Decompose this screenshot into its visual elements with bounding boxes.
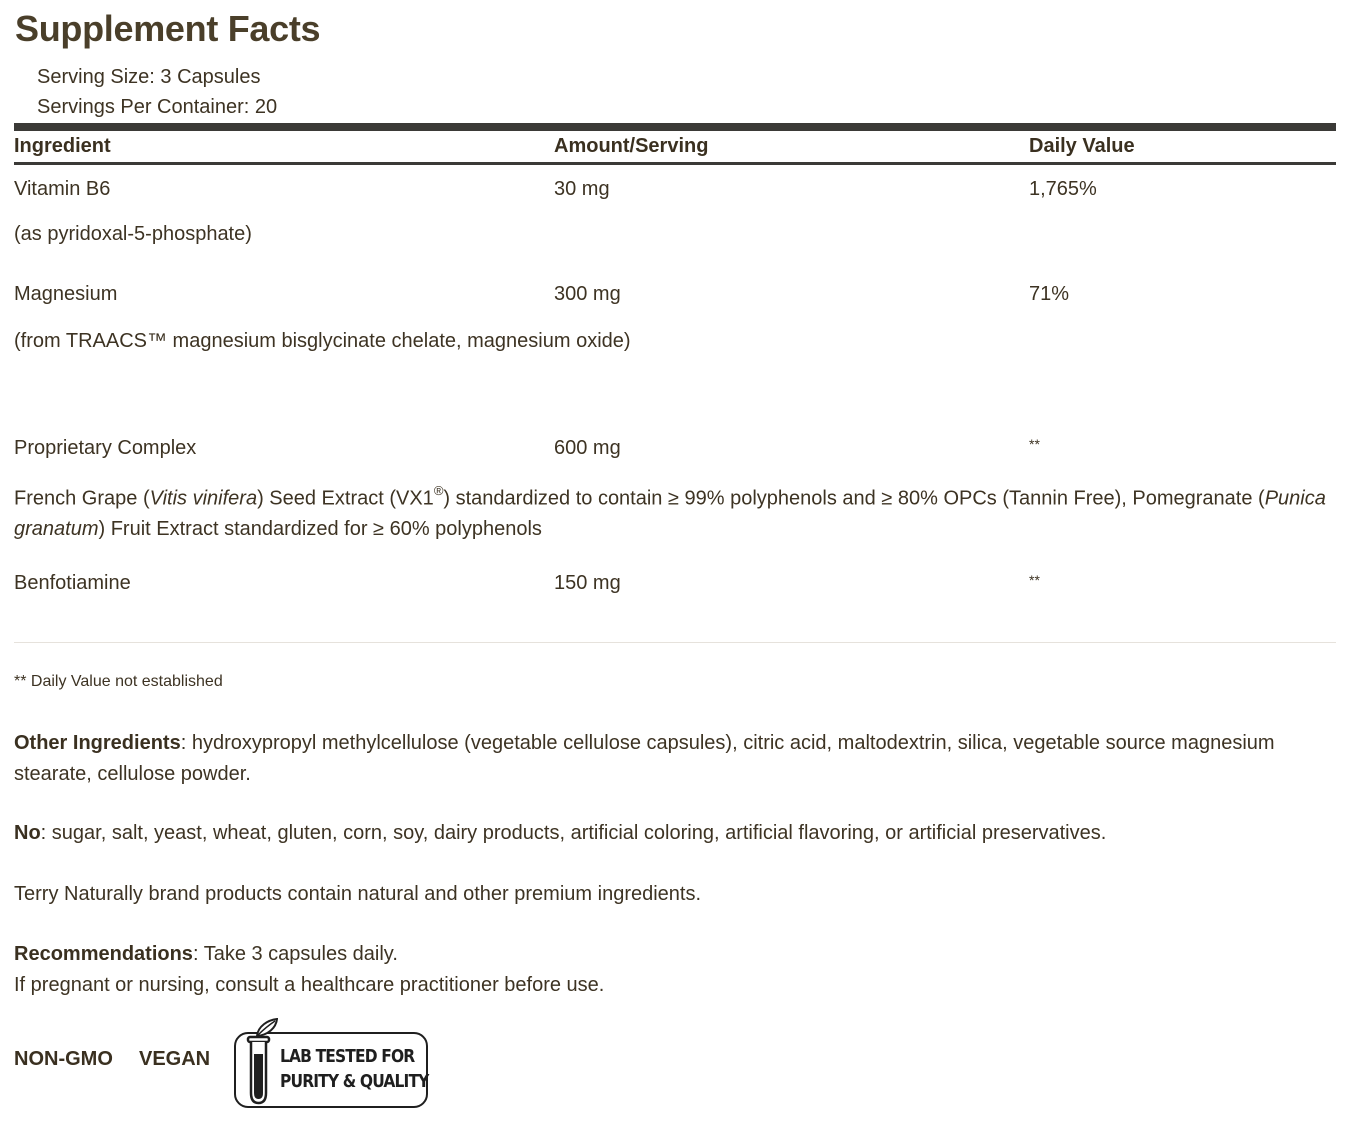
recommendations-text: : Take 3 capsules daily. [192, 943, 398, 965]
ingredient-note: (as pyridoxal-5-phosphate) [14, 223, 252, 245]
ingredient-daily-value: ** [1029, 436, 1040, 452]
ingredient-name: Magnesium [14, 283, 118, 305]
vegan-badge: VEGAN [139, 1048, 211, 1070]
ingredient-amount: 30 mg [554, 178, 610, 200]
ingredient-amount: 600 mg [554, 437, 621, 459]
daily-value-footnote: ** Daily Value not established [14, 673, 223, 690]
header-thin-divider [14, 162, 1336, 165]
ingredient-daily-value: ** [1029, 572, 1040, 588]
ingredient-note: (from TRAACS™ magnesium bisglycinate chelate, magnesium oxide) [14, 330, 631, 352]
free-from-list [14, 818, 1336, 849]
servings-per-container: Servings Per Container: 20 [37, 96, 278, 118]
free-from-text: : sugar, salt, yeast, wheat, gluten, corn, soy, dairy products, artificial coloring, artificial flavoring, or artificial preservatives. [40, 822, 1107, 844]
ingredient-note: French Grape (Vitis vinifera) Seed Extract (VX1®) standardized to contain ≥ 99% polyphenols and ≥ 80% OPCs (Tannin Free), Pomegranate (Punica granatum) Fruit Extract standardized for ≥ 60% polyphenols [14, 483, 1326, 540]
recommendations [14, 939, 1336, 970]
ingredient-name: Benfotiamine [14, 572, 131, 594]
serving-size: Serving Size: 3 Capsules [37, 66, 261, 88]
test-tube-leaf-icon [244, 1018, 278, 1108]
lab-tested-badge [234, 1032, 428, 1108]
other-ingredients [14, 728, 1336, 790]
column-header-amount: Amount/Serving [554, 135, 709, 157]
supplement-facts-title: Supplement Facts [15, 8, 321, 49]
other-ingredients-text: : hydroxypropyl methylcellulose (vegetable cellulose capsules), citric acid, maltodextrin, silica, vegetable source magnesium stearate, cellulose powder. [14, 732, 1275, 785]
ingredient-name: Proprietary Complex [14, 437, 197, 459]
ingredient-amount: 150 mg [554, 572, 621, 594]
pregnancy-warning: If pregnant or nursing, consult a healthcare practitioner before use. [14, 974, 605, 996]
lab-tested-line1: LAB TESTED FOR [280, 1046, 415, 1067]
ingredient-daily-value: 1,765% [1029, 178, 1097, 200]
column-header-daily-value: Daily Value [1029, 135, 1135, 157]
ingredient-daily-value: 71% [1029, 283, 1070, 305]
recommendations-label: Recommendations [14, 943, 193, 965]
brand-statement: Terry Naturally brand products contain natural and other premium ingredients. [14, 883, 702, 905]
ingredient-name: Vitamin B6 [14, 178, 111, 200]
free-from-label: No [14, 822, 41, 844]
header-thick-divider [14, 123, 1336, 131]
non-gmo-badge: NON-GMO [14, 1048, 113, 1070]
ingredient-amount: 300 mg [554, 283, 621, 305]
column-header-ingredient: Ingredient [14, 135, 111, 157]
other-ingredients-label: Other Ingredients [14, 732, 181, 754]
lab-tested-text [280, 1044, 429, 1094]
table-bottom-divider [14, 642, 1336, 643]
lab-tested-line2: PURITY & QUALITY [280, 1071, 429, 1092]
